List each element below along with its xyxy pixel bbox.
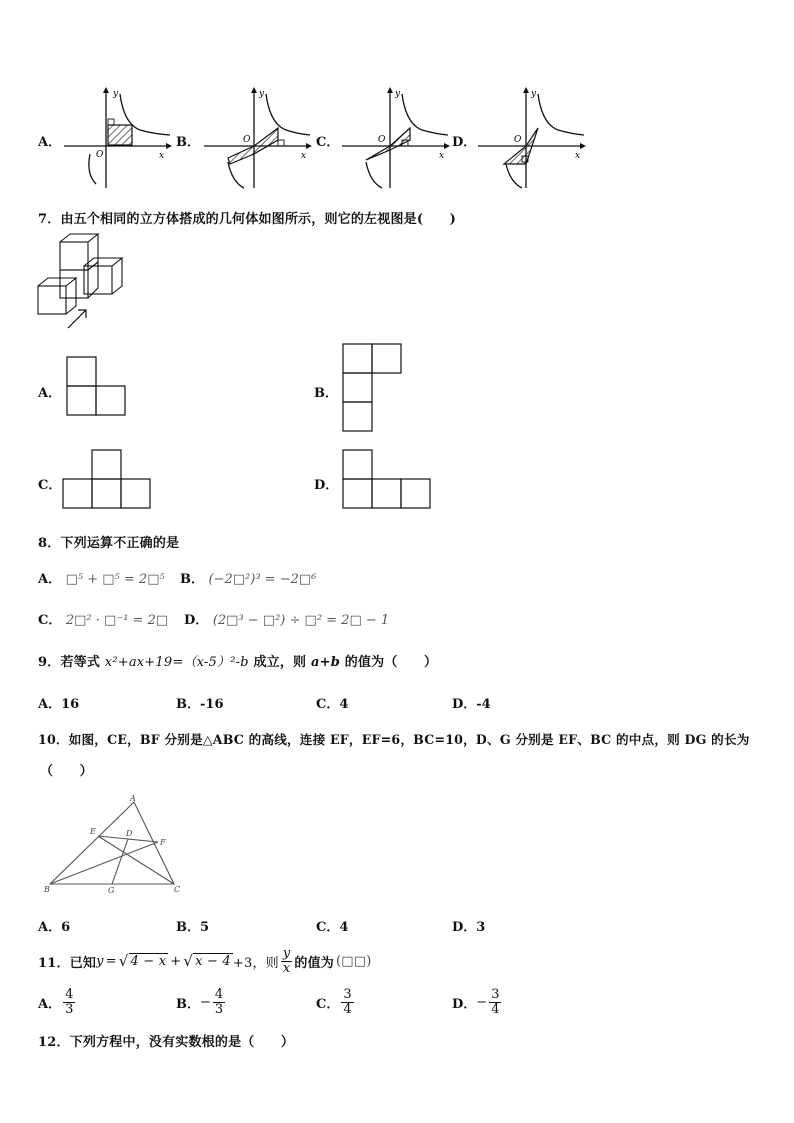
q7-option-b-figure bbox=[342, 343, 404, 435]
q10-option-d-label: D． bbox=[452, 920, 477, 935]
q9-option-b-label: B． bbox=[176, 697, 200, 712]
q6-option-b-label: B． bbox=[176, 135, 200, 150]
q9-option-c bbox=[316, 693, 348, 712]
hyperbola-branch bbox=[89, 154, 96, 184]
q11-radicand-1: 4 − x bbox=[130, 954, 167, 969]
q11-stem-prefix: 11．已知 bbox=[38, 955, 97, 971]
q8-option-a-expr: □⁵ + □⁵ = 2□⁵ bbox=[65, 572, 165, 587]
q11-option-d bbox=[452, 984, 503, 1020]
q10-option-c bbox=[316, 916, 348, 935]
q10-triangle-figure bbox=[40, 792, 190, 894]
q9-target-expr: a+b bbox=[311, 655, 341, 670]
q11-option-c-label: C． bbox=[316, 996, 340, 1012]
q11-option-b-frac bbox=[213, 988, 225, 1017]
q11-option-b-label: B． bbox=[176, 996, 200, 1012]
q11-plus: + bbox=[170, 953, 182, 969]
q6-option-c-label: C． bbox=[316, 135, 340, 150]
q9-stem-suffix: 的值为（ ） bbox=[344, 655, 438, 670]
q11-answer-paren: (□□) bbox=[336, 953, 372, 969]
q8-option-c bbox=[38, 609, 168, 628]
q11-option-a-label: A． bbox=[38, 996, 62, 1012]
q11-frac-den: x bbox=[282, 960, 291, 976]
q11-stem-suffix: 的值为 bbox=[294, 955, 335, 971]
x-label: x bbox=[301, 151, 307, 161]
q8-option-a bbox=[38, 568, 165, 587]
q11-stem: 11．已知 y = √ 4 − x + √ x − 4 +3，则 $\frac{y}{x}$ 的值为 (□□) bbox=[38, 945, 372, 976]
q6-graph-d bbox=[476, 84, 588, 192]
shaded-rectangle bbox=[108, 125, 132, 145]
q7-cube-figure bbox=[36, 232, 126, 330]
origin-label: O bbox=[96, 150, 104, 160]
q11-option-a-num: 4 bbox=[65, 986, 74, 1002]
q11-option-a-den: 3 bbox=[65, 1001, 74, 1017]
q10-stem-line2: （ ） bbox=[40, 764, 93, 779]
q10-option-a bbox=[38, 916, 70, 935]
q9-option-d-value: -4 bbox=[476, 697, 491, 712]
q8-stem: 8．下列运算不正确的是 bbox=[38, 536, 180, 551]
q11-fraction bbox=[281, 947, 293, 976]
q8-option-b-expr: (−2□²)³ = −2□⁶ bbox=[208, 572, 317, 587]
q10-option-c-value: 4 bbox=[339, 920, 349, 935]
q9-equation: x²+ax+19=（x-5）²-b bbox=[104, 655, 249, 670]
q11-option-d-frac bbox=[489, 988, 501, 1017]
q6-graph-b bbox=[202, 84, 314, 192]
q11-frac-num: y bbox=[282, 945, 291, 961]
q11-equals: = bbox=[105, 953, 117, 969]
q7-option-c-label: C． bbox=[38, 478, 62, 493]
q6-option-d-label: D． bbox=[452, 135, 477, 150]
q8-option-b-label: B． bbox=[180, 572, 204, 587]
q8-option-c-expr: 2□² · □⁻¹ = 2□ bbox=[65, 613, 169, 628]
q11-option-a bbox=[38, 984, 77, 1020]
q11-option-b bbox=[176, 984, 227, 1020]
q11-option-d-num: 3 bbox=[491, 986, 500, 1002]
q10-option-d-value: 3 bbox=[476, 920, 486, 935]
q10-option-b-value: 5 bbox=[200, 920, 210, 935]
q9-option-b bbox=[176, 693, 224, 712]
q7-option-d-figure bbox=[342, 449, 434, 511]
q9-option-a-label: A． bbox=[38, 697, 62, 712]
q8-option-b bbox=[180, 568, 316, 587]
q11-option-c-frac bbox=[341, 988, 353, 1017]
q7-stem: 7．由五个相同的立方体搭成的几何体如图所示，则它的左视图是( ) bbox=[38, 212, 456, 227]
x-label: x bbox=[575, 151, 581, 161]
x-label: x bbox=[159, 151, 165, 161]
q9-option-a bbox=[38, 693, 79, 712]
q9-option-d bbox=[452, 693, 491, 712]
y-label: y bbox=[113, 89, 119, 99]
q11-option-b-num: 4 bbox=[214, 986, 224, 1002]
q9-option-a-value: 16 bbox=[61, 697, 80, 712]
label-f: F bbox=[160, 838, 166, 847]
q11-radicand-2: x − 4 bbox=[195, 954, 231, 969]
q9-stem-prefix: 9．若等式 bbox=[38, 655, 101, 670]
origin-label: O bbox=[378, 135, 386, 145]
q6-graph-a bbox=[62, 84, 174, 192]
y-label: y bbox=[531, 89, 537, 99]
altitude-bf bbox=[50, 842, 158, 884]
q11-option-b-sign: − bbox=[200, 994, 211, 1010]
q8-option-c-label: C． bbox=[38, 613, 62, 628]
q9-option-b-value: -16 bbox=[200, 697, 224, 712]
q11-option-c bbox=[316, 984, 356, 1020]
label-e: E bbox=[90, 827, 96, 836]
q10-option-c-label: C． bbox=[316, 920, 340, 935]
q10-option-d bbox=[452, 916, 485, 935]
q9-option-c-label: C． bbox=[316, 697, 340, 712]
q11-option-d-den: 4 bbox=[491, 1001, 500, 1017]
q11-option-d-sign: − bbox=[476, 994, 488, 1010]
label-a: A bbox=[130, 794, 136, 803]
q12-stem: 12．下列方程中，没有实数根的是（ ） bbox=[38, 1035, 295, 1050]
q7-option-d-label: D． bbox=[314, 478, 339, 493]
q6-option-a-label: A． bbox=[38, 135, 62, 150]
q11-tail: +3，则 bbox=[232, 955, 279, 971]
q7-option-a-figure bbox=[66, 356, 128, 418]
q8-option-d bbox=[184, 609, 389, 628]
q7-option-b-label: B． bbox=[314, 386, 338, 401]
view-direction-arrow bbox=[68, 310, 86, 328]
q9-option-d-label: D． bbox=[452, 697, 477, 712]
label-c: C bbox=[174, 885, 181, 894]
label-g: G bbox=[108, 886, 115, 894]
q11-var-y: y bbox=[96, 953, 104, 969]
q9-stem bbox=[38, 651, 437, 670]
q10-stem-line1: 10．如图，CE，BF 分别是△ABC 的高线，连接 EF，EF=6，BC=10，D、G 分别是 EF、BC 的中点，则 DG 的长为 bbox=[38, 732, 750, 747]
x-label: x bbox=[439, 151, 445, 161]
origin-label: O bbox=[514, 135, 522, 145]
q10-option-a-label: A． bbox=[38, 920, 62, 935]
label-b: B bbox=[44, 885, 50, 894]
q11-option-c-den: 4 bbox=[343, 1001, 352, 1017]
q11-option-c-num: 3 bbox=[343, 986, 352, 1002]
q10-option-b bbox=[176, 916, 209, 935]
q10-option-b-label: B． bbox=[176, 920, 200, 935]
q6-graph-c bbox=[340, 84, 452, 192]
q8-option-a-label: A． bbox=[38, 572, 62, 587]
y-label: y bbox=[395, 89, 401, 99]
q9-option-c-value: 4 bbox=[339, 697, 349, 712]
shaded-parallelogram bbox=[366, 128, 410, 160]
label-d: D bbox=[126, 829, 133, 838]
q7-option-c-figure bbox=[62, 449, 154, 511]
q11-option-a-frac bbox=[63, 988, 75, 1017]
q11-option-b-den: 3 bbox=[214, 1001, 224, 1017]
q10-option-a-value: 6 bbox=[61, 920, 71, 935]
q9-stem-mid: 成立，则 bbox=[253, 655, 307, 670]
q11-option-d-label: D． bbox=[452, 996, 477, 1012]
q7-option-a-label: A． bbox=[38, 386, 62, 401]
y-label: y bbox=[259, 89, 265, 99]
origin-label: O bbox=[243, 135, 251, 145]
q8-option-d-expr: (2□³ − □²) ÷ □² = 2□ − 1 bbox=[212, 613, 390, 628]
q8-option-d-label: D． bbox=[184, 613, 209, 628]
